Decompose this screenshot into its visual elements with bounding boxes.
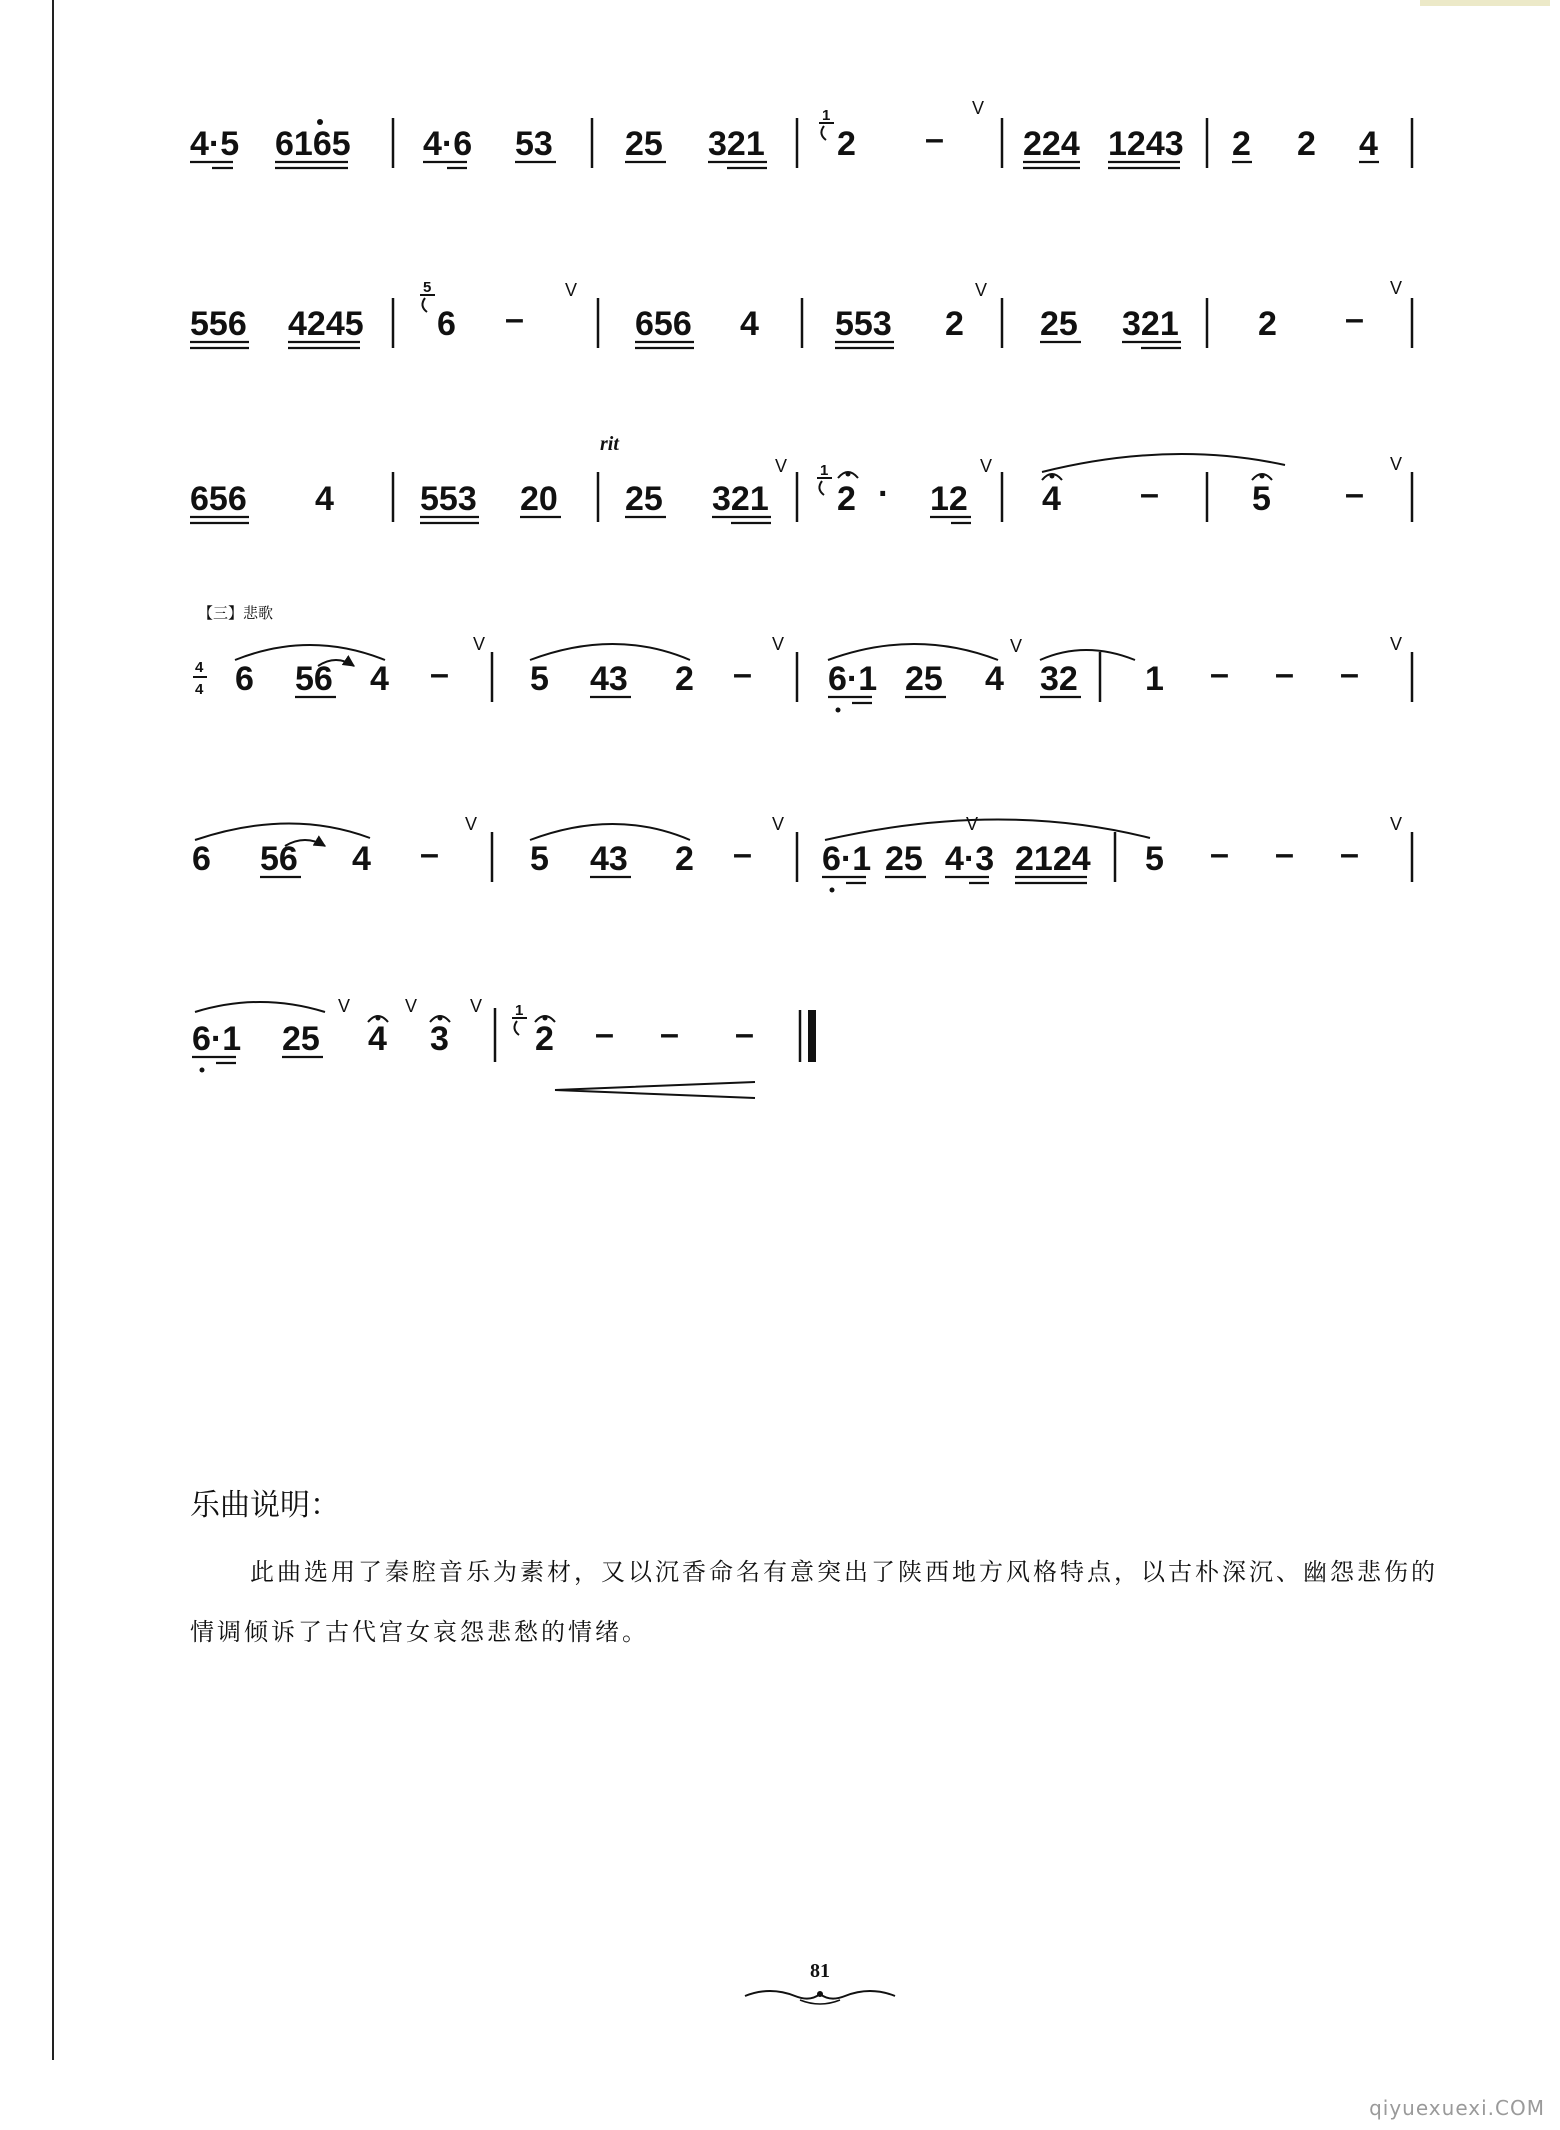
svg-text:V: V: [1390, 814, 1403, 834]
svg-text:–: –: [595, 1015, 614, 1053]
measure-6: [1232, 125, 1379, 163]
svg-text:1: 1: [515, 1002, 524, 1019]
measure-22: [1145, 634, 1402, 698]
svg-text:V: V: [966, 814, 979, 834]
svg-text:4: 4: [1042, 480, 1061, 518]
svg-text:–: –: [733, 835, 752, 873]
svg-text:4245: 4245: [288, 305, 364, 343]
svg-text:V: V: [565, 280, 578, 300]
svg-text:4: 4: [315, 480, 334, 518]
measure-19: [235, 634, 485, 698]
tempo-mark-rit: rit: [600, 433, 619, 455]
svg-text:553: 553: [835, 305, 892, 343]
svg-text:V: V: [1390, 454, 1403, 474]
svg-text:5: 5: [423, 279, 432, 296]
svg-text:4: 4: [1359, 125, 1378, 163]
measure-3: [625, 125, 767, 168]
svg-text:4: 4: [352, 840, 371, 878]
svg-text:2: 2: [675, 660, 694, 698]
svg-text:–: –: [430, 655, 449, 693]
measure-25: [822, 814, 1150, 893]
svg-text:V: V: [405, 996, 418, 1016]
measure-7: [190, 305, 364, 348]
svg-text:V: V: [338, 996, 351, 1016]
score-row-4: [193, 634, 1412, 713]
measure-28: [512, 1002, 755, 1098]
svg-text:V: V: [772, 634, 785, 654]
svg-text:V: V: [1010, 636, 1023, 656]
svg-text:V: V: [465, 814, 478, 834]
final-barline: [808, 1010, 816, 1062]
measure-10: [835, 280, 987, 348]
svg-text:5: 5: [1145, 840, 1164, 878]
svg-text:6: 6: [437, 305, 456, 343]
svg-text:12: 12: [930, 480, 968, 518]
svg-text:2: 2: [1232, 125, 1251, 163]
svg-text:V: V: [772, 814, 785, 834]
page-number: 81: [810, 1960, 830, 1982]
svg-text:–: –: [1140, 475, 1159, 513]
svg-text:4: 4: [195, 659, 204, 676]
svg-text:V: V: [775, 456, 788, 476]
measure-16: [817, 456, 992, 523]
measure-8: [420, 279, 577, 343]
measure-21: [828, 636, 1135, 713]
svg-text:2124: 2124: [1015, 840, 1091, 878]
notes-body: 此曲选用了秦腔音乐为素材，又以沉香命名有意突出了陕西地方风格特点，以古朴深沉、幽怨悲伤的情调倾诉了古代宫女哀怨悲愁的情绪。: [190, 1558, 1438, 1646]
svg-text:–: –: [735, 1015, 754, 1053]
svg-text:–: –: [505, 300, 524, 338]
svg-text:V: V: [975, 280, 988, 300]
svg-text:–: –: [660, 1015, 679, 1053]
svg-text:2: 2: [1297, 125, 1316, 163]
svg-text:–: –: [925, 120, 944, 158]
score-row-5: [192, 814, 1412, 893]
score-row-6: [192, 996, 816, 1098]
svg-text:6165: 6165: [275, 125, 351, 163]
svg-text:2: 2: [675, 840, 694, 878]
svg-text:V: V: [1390, 278, 1403, 298]
measure-20: [530, 634, 784, 698]
svg-text:321: 321: [1122, 305, 1179, 343]
svg-text:4·5: 4·5: [190, 125, 240, 163]
svg-text:4·3: 4·3: [945, 840, 995, 878]
measure-2: [423, 125, 556, 168]
svg-text:2: 2: [1258, 305, 1277, 343]
svg-text:321: 321: [712, 480, 769, 518]
svg-text:2: 2: [945, 305, 964, 343]
svg-text:1: 1: [822, 107, 831, 124]
svg-text:1: 1: [820, 462, 829, 479]
svg-text:–: –: [733, 655, 752, 693]
measure-17: [1042, 454, 1285, 518]
measure-15: [625, 456, 787, 523]
score-row-2: [190, 278, 1412, 348]
measure-24: [530, 814, 784, 878]
svg-text:V: V: [980, 456, 993, 476]
svg-text:224: 224: [1023, 125, 1080, 163]
svg-text:4·6: 4·6: [423, 125, 473, 163]
svg-text:–: –: [1275, 835, 1294, 873]
svg-text:556: 556: [190, 305, 247, 343]
svg-text:2: 2: [837, 480, 856, 518]
decrescendo-hairpin: [555, 1082, 755, 1098]
svg-text:321: 321: [708, 125, 765, 163]
svg-text:–: –: [1210, 835, 1229, 873]
page-ornament: [740, 1982, 900, 2008]
svg-text:V: V: [473, 634, 486, 654]
section-label: 【三】悲歌: [198, 605, 274, 622]
svg-text:–: –: [1340, 835, 1359, 873]
svg-text:2: 2: [535, 1020, 554, 1058]
svg-text:5: 5: [530, 840, 549, 878]
measure-14: [420, 480, 561, 523]
svg-text:V: V: [1390, 634, 1403, 654]
svg-text:25: 25: [905, 660, 943, 698]
svg-text:–: –: [1275, 655, 1294, 693]
svg-text:6·1: 6·1: [192, 1020, 242, 1058]
measure-5: [1023, 125, 1184, 168]
svg-text:656: 656: [190, 480, 247, 518]
svg-text:1: 1: [1145, 660, 1164, 698]
svg-text:5: 5: [1252, 480, 1271, 518]
time-signature: [193, 659, 207, 698]
svg-text:6·1: 6·1: [822, 840, 872, 878]
svg-text:4: 4: [740, 305, 759, 343]
svg-text:4: 4: [368, 1020, 387, 1058]
svg-text:–: –: [1345, 300, 1364, 338]
svg-text:53: 53: [515, 125, 553, 163]
svg-text:1243: 1243: [1108, 125, 1184, 163]
svg-text:43: 43: [590, 660, 628, 698]
svg-text:–: –: [1340, 655, 1359, 693]
svg-text:56: 56: [295, 660, 333, 698]
svg-text:656: 656: [635, 305, 692, 343]
measure-12: [1258, 278, 1402, 343]
measure-13: [190, 480, 334, 523]
svg-text:V: V: [972, 98, 985, 118]
svg-text:2: 2: [837, 125, 856, 163]
svg-text:56: 56: [260, 840, 298, 878]
svg-text:25: 25: [1040, 305, 1078, 343]
measure-11: [1040, 305, 1181, 348]
notes-title: 乐曲说明：: [190, 1488, 340, 1523]
svg-text:553: 553: [420, 480, 477, 518]
svg-text:–: –: [1210, 655, 1229, 693]
measure-1: [190, 119, 351, 168]
svg-text:32: 32: [1040, 660, 1078, 698]
svg-text:4: 4: [985, 660, 1004, 698]
svg-text:20: 20: [520, 480, 558, 518]
svg-text:4: 4: [195, 681, 204, 698]
svg-text:5: 5: [530, 660, 549, 698]
svg-text:25: 25: [625, 480, 663, 518]
measure-23: [192, 814, 477, 878]
svg-text:6: 6: [192, 840, 211, 878]
svg-text:25: 25: [625, 125, 663, 163]
svg-text:V: V: [470, 996, 483, 1016]
svg-text:6·1: 6·1: [828, 660, 878, 698]
svg-text:4: 4: [370, 660, 389, 698]
measure-9: [635, 305, 759, 348]
measure-26: [1145, 814, 1402, 878]
svg-text:25: 25: [885, 840, 923, 878]
svg-text:43: 43: [590, 840, 628, 878]
score-row-1: [190, 98, 1412, 168]
svg-text:25: 25: [282, 1020, 320, 1058]
svg-text:–: –: [420, 835, 439, 873]
svg-text:6: 6: [235, 660, 254, 698]
svg-text:3: 3: [430, 1020, 449, 1058]
measure-27: [192, 996, 482, 1073]
music-notes-section: [190, 1480, 1440, 1662]
svg-text:–: –: [1345, 475, 1364, 513]
watermark: qiyuexuexi.COM: [1369, 2096, 1545, 2120]
svg-text:·: ·: [878, 475, 890, 513]
measure-4: [819, 98, 984, 163]
score-row-3: [190, 433, 1412, 523]
